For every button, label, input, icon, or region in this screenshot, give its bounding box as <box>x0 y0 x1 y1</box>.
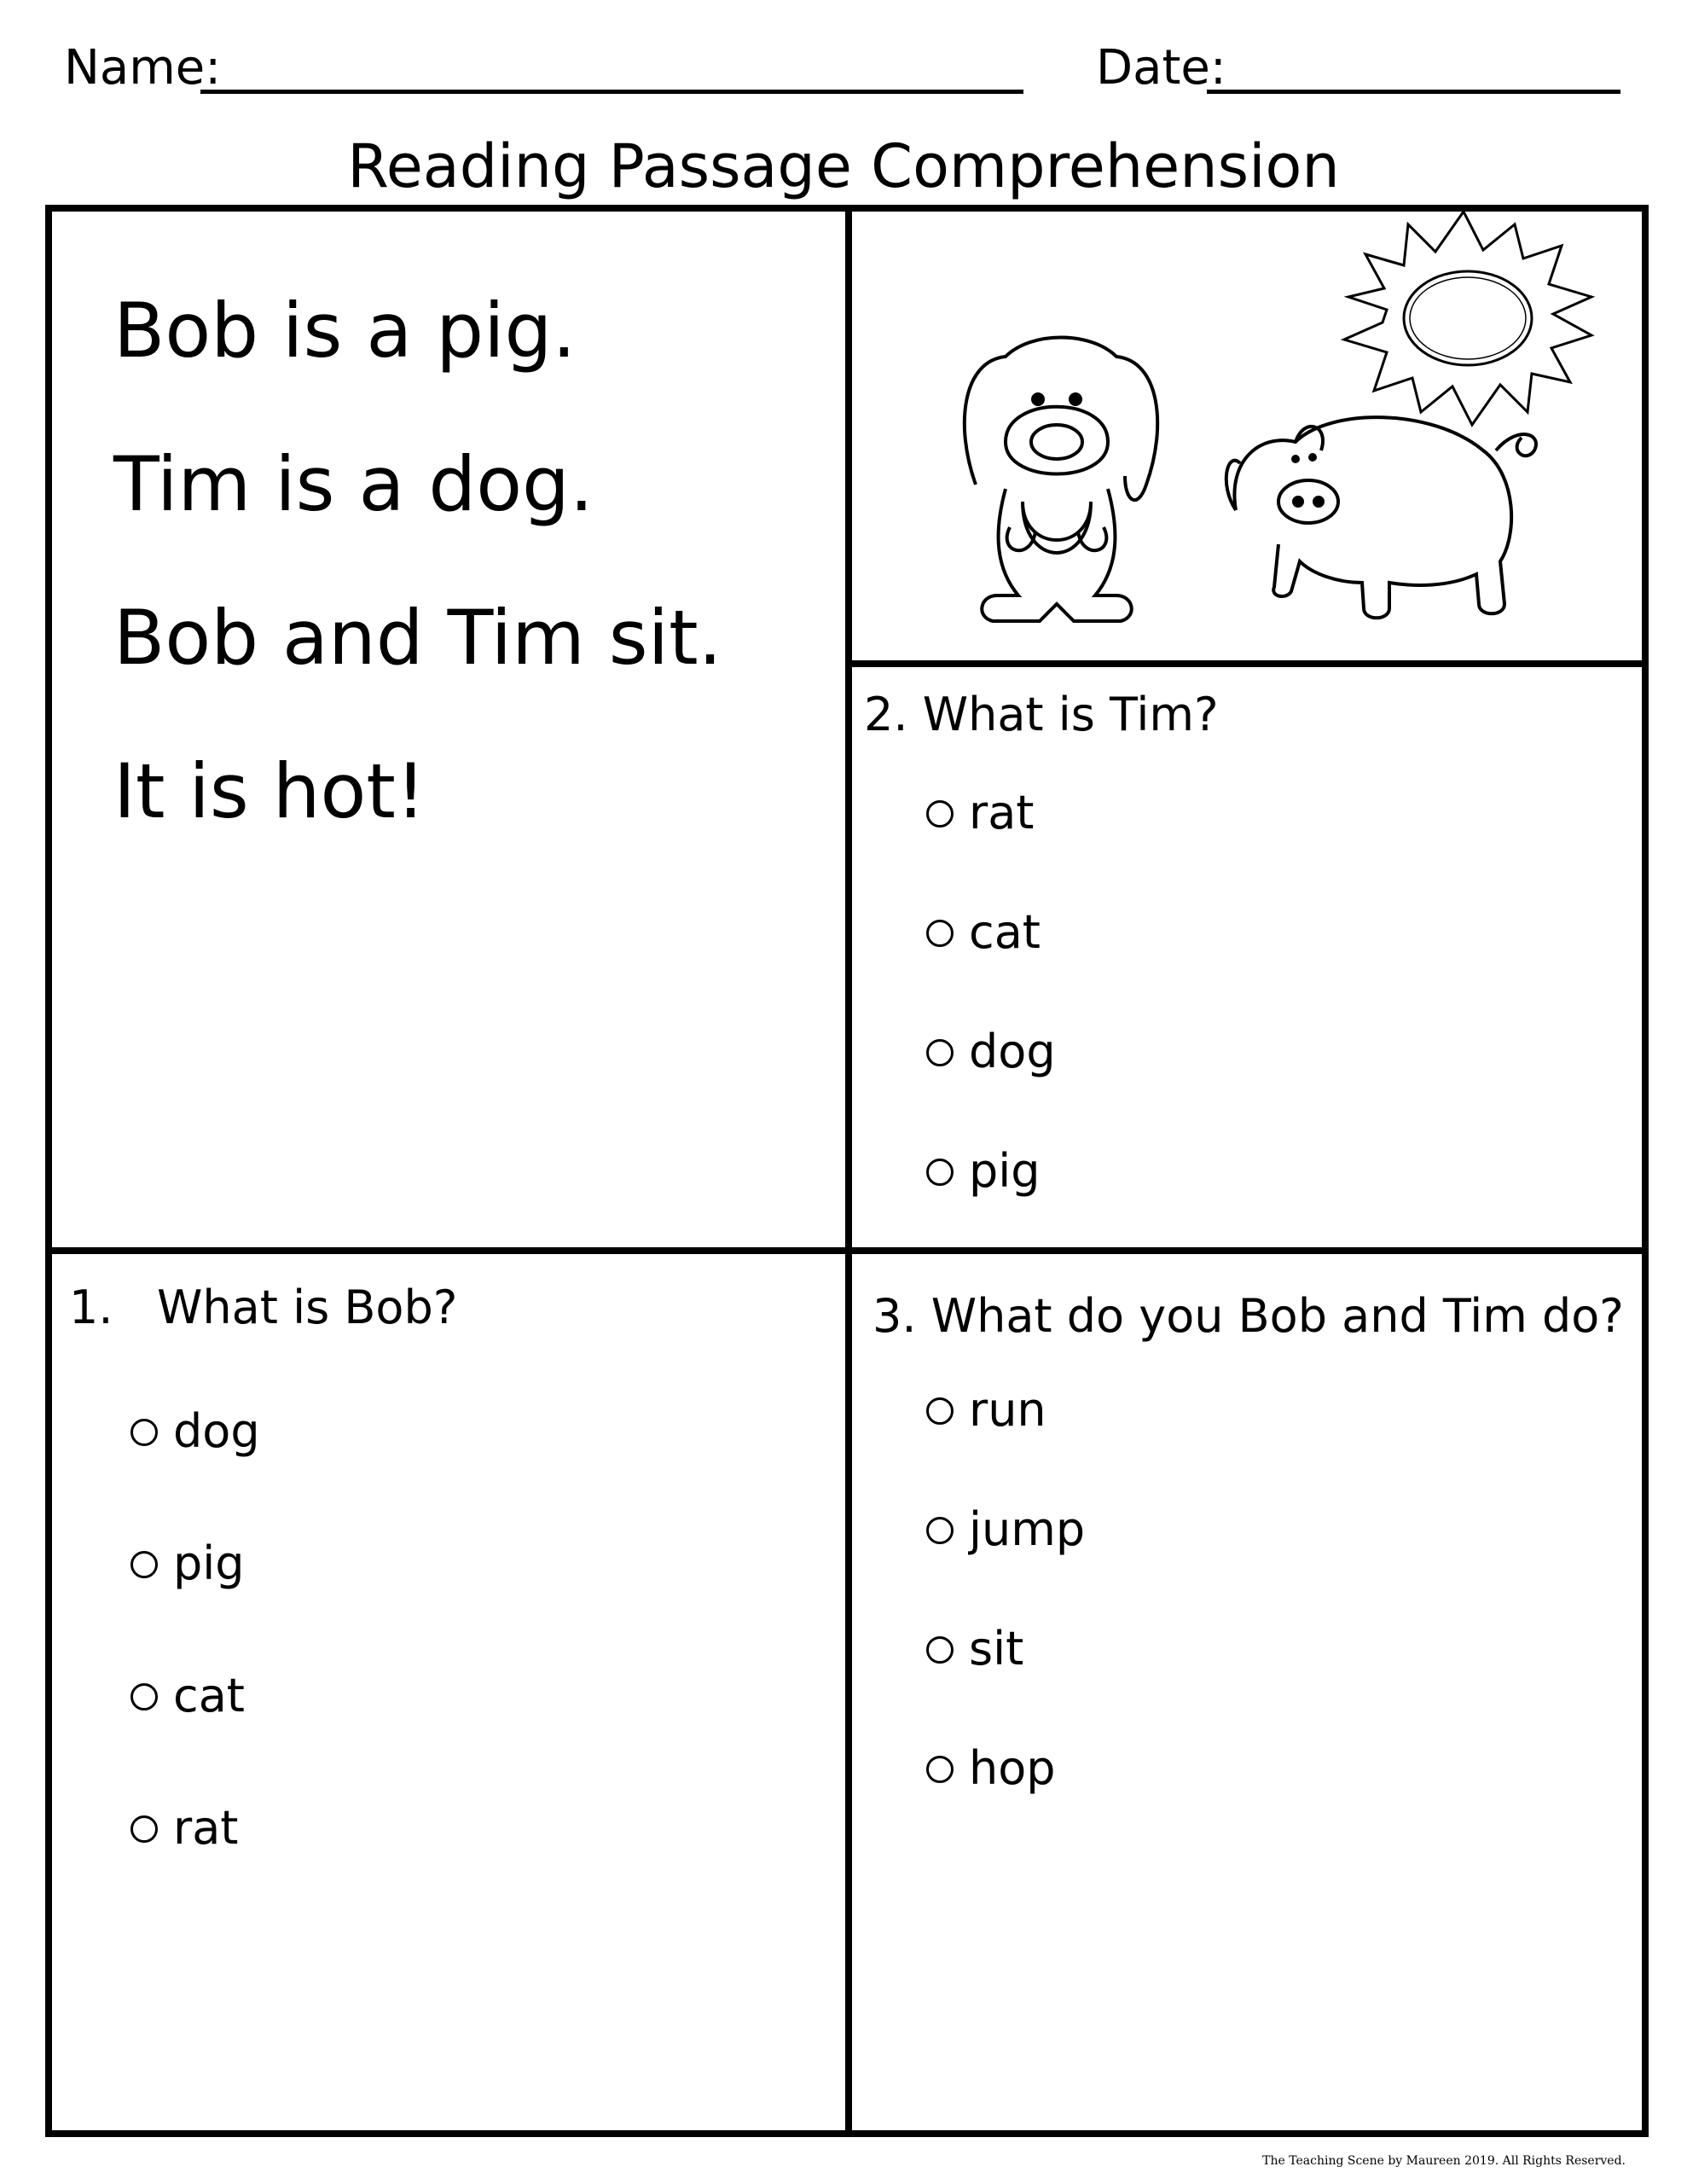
radio-bubble[interactable] <box>926 1517 954 1544</box>
passage-line: Tim is a dog. <box>113 440 594 528</box>
option-label: pig <box>173 1536 245 1590</box>
answer-option[interactable] <box>926 1380 1046 1440</box>
answer-option[interactable] <box>130 1402 260 1461</box>
answer-option[interactable] <box>926 1619 1023 1679</box>
sun-icon <box>1344 212 1591 425</box>
option-label: jump <box>969 1502 1086 1556</box>
option-label: rat <box>173 1801 239 1855</box>
grid-divider-horizontal <box>52 1247 1642 1254</box>
option-label: cat <box>969 905 1041 959</box>
answer-option[interactable] <box>130 1798 238 1858</box>
option-label: rat <box>969 786 1035 839</box>
radio-bubble[interactable] <box>130 1419 158 1446</box>
answer-option[interactable] <box>130 1534 245 1594</box>
radio-bubble[interactable] <box>926 1636 954 1664</box>
option-label: hop <box>969 1741 1056 1795</box>
answer-option[interactable] <box>926 1739 1056 1798</box>
question-prompt: What is Bob? <box>157 1281 458 1334</box>
name-field[interactable] <box>200 90 1023 94</box>
name-label: Name: <box>64 40 222 96</box>
radio-bubble[interactable] <box>130 1683 158 1711</box>
grid-divider-vertical <box>845 212 852 2130</box>
answer-option[interactable] <box>926 1022 1056 1082</box>
passage-line: Bob is a pig. <box>113 287 577 375</box>
option-label: run <box>969 1383 1046 1437</box>
radio-bubble[interactable] <box>926 1159 954 1186</box>
radio-bubble[interactable] <box>130 1815 158 1843</box>
option-label: dog <box>173 1404 260 1458</box>
worksheet-grid <box>45 205 1649 2137</box>
question-number: 2. <box>864 688 908 741</box>
radio-bubble[interactable] <box>926 1756 954 1783</box>
page-title: Reading Passage Comprehension <box>347 131 1340 201</box>
option-label: sit <box>969 1622 1024 1676</box>
answer-option[interactable] <box>926 783 1034 843</box>
question-number: 3. <box>872 1289 917 1343</box>
passage-line: Bob and Tim sit. <box>113 594 722 682</box>
picture-divider <box>852 660 1642 667</box>
radio-bubble[interactable] <box>926 1039 954 1066</box>
date-field[interactable] <box>1207 90 1620 94</box>
pig-icon <box>1226 417 1536 618</box>
question-text <box>864 685 1219 745</box>
header <box>64 38 1625 107</box>
option-label: pig <box>969 1144 1041 1198</box>
option-label: cat <box>173 1669 245 1722</box>
answer-option[interactable] <box>130 1666 245 1726</box>
question-prompt: What do you Bob and Tim do? <box>930 1289 1624 1343</box>
answer-option[interactable] <box>926 903 1041 962</box>
passage-illustration <box>852 212 1642 660</box>
question-prompt: What is Tim? <box>922 688 1219 741</box>
copyright-footer: The Teaching Scene by Maureen 2019. All Rights Reserved. <box>1262 2154 1626 2168</box>
question-number: 1. <box>69 1281 113 1334</box>
dog-icon <box>965 338 1157 622</box>
question-text <box>69 1278 457 1338</box>
radio-bubble[interactable] <box>926 920 954 947</box>
question-text <box>872 1287 1624 1346</box>
answer-option[interactable] <box>926 1500 1085 1560</box>
answer-option[interactable] <box>926 1141 1041 1201</box>
option-label: dog <box>969 1025 1056 1078</box>
radio-bubble[interactable] <box>926 800 954 828</box>
passage-line: It is hot! <box>113 747 426 835</box>
date-label: Date: <box>1096 40 1226 96</box>
radio-bubble[interactable] <box>130 1551 158 1578</box>
radio-bubble[interactable] <box>926 1397 954 1425</box>
